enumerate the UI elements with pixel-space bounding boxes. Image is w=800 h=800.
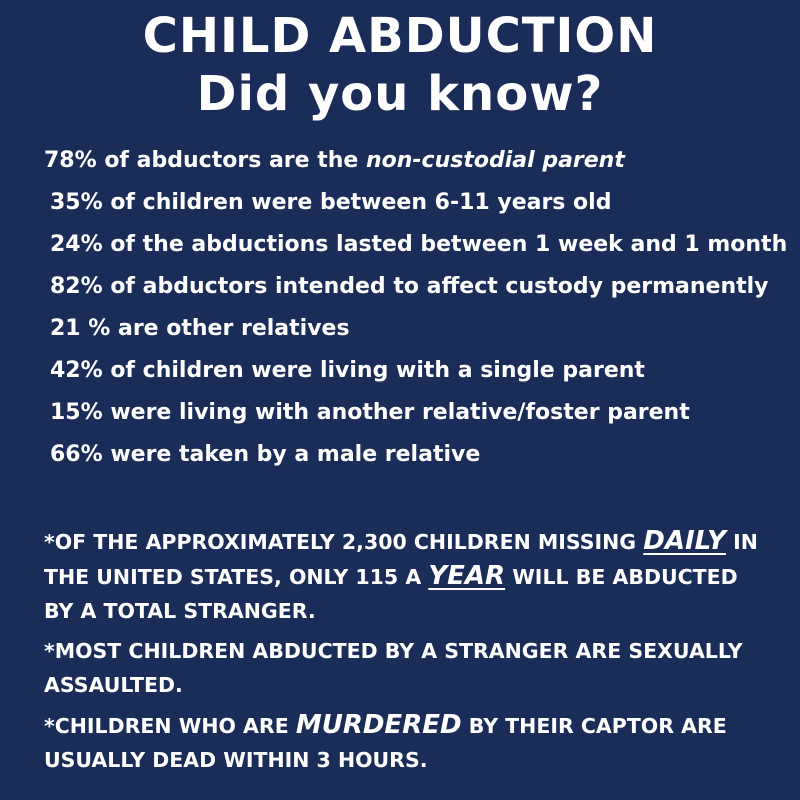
note-text: BY THEIR CAPTOR ARE USUALLY DEAD WITHIN 3 HOURS.	[44, 714, 727, 772]
stat-item-1	[44, 140, 784, 182]
note-text: *OF THE APPROXIMATELY 2,300 CHILDREN MISSING	[44, 530, 644, 554]
stat-item-5: 21 % are other relatives	[50, 316, 350, 341]
stats-list	[44, 140, 788, 476]
note-emphasis-year: YEAR	[428, 561, 506, 591]
note-daily-missing	[44, 524, 774, 628]
stat-item-4: 82% of abductors intended to affect custody permanently	[50, 274, 769, 299]
note-murdered	[44, 708, 774, 777]
stat-item-2: 35% of children were between 6-11 years old	[50, 190, 612, 215]
title-line-2: Did you know?	[196, 66, 604, 122]
notes-section	[44, 524, 774, 783]
note-stranger-assault: *MOST CHILDREN ABDUCTED BY A STRANGER ARE SEXUALLY ASSAULTED.	[44, 639, 743, 697]
title-line-1: CHILD ABDUCTION	[142, 8, 658, 64]
stat-item-6: 42% of children were living with a single parent	[50, 358, 645, 383]
stat-emphasis: non-custodial parent	[365, 148, 625, 173]
note-text: IN THE UNITED STATES, ONLY 115 A	[44, 530, 758, 589]
note-emphasis-murdered: MURDERED	[295, 710, 462, 740]
note-text: WILL BE ABDUCTED BY A TOTAL STRANGER.	[44, 565, 738, 623]
note-emphasis-daily: DAILY	[643, 526, 726, 556]
note-text: *CHILDREN WHO ARE	[44, 714, 296, 738]
stat-item-7: 15% were living with another relative/foster parent	[50, 400, 690, 425]
stat-item-3: 24% of the abductions lasted between 1 week and 1 month	[50, 232, 788, 257]
stat-text: 78% of abductors are the	[44, 148, 366, 173]
stat-item-8: 66% were taken by a male relative	[50, 442, 481, 467]
